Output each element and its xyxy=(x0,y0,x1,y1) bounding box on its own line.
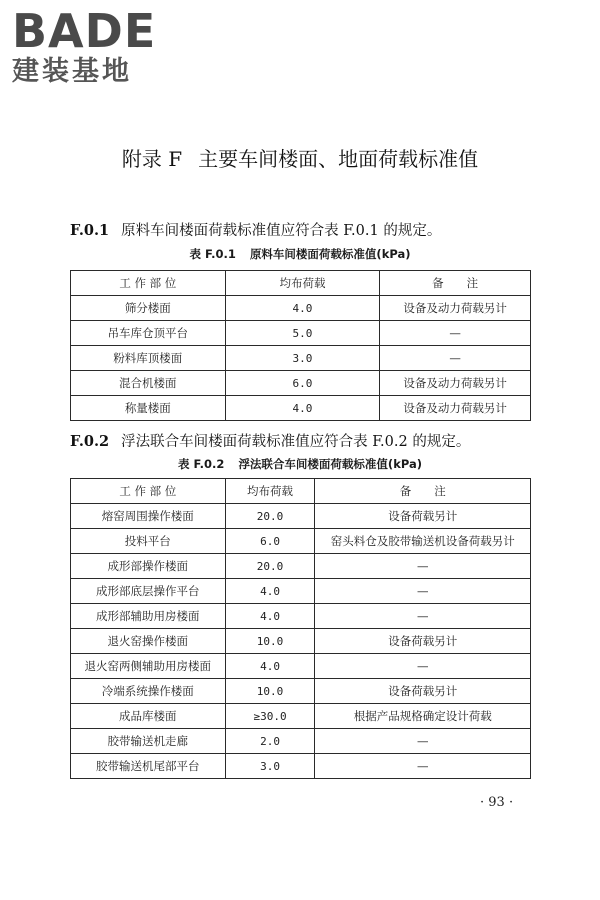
cell-load: 10.0 xyxy=(225,629,315,654)
cell-load: 6.0 xyxy=(225,529,315,554)
cell-location: 称量楼面 xyxy=(71,396,226,421)
cell-note: 设备荷载另计 xyxy=(315,504,531,529)
cell-location: 熔窑周围操作楼面 xyxy=(71,504,226,529)
header-location: 工 作 部 位 xyxy=(71,479,226,504)
table-f01 xyxy=(70,270,531,421)
table-caption-title: 浮法联合车间楼面荷载标准值(kPa) xyxy=(238,457,422,471)
cell-location: 冷端系统操作楼面 xyxy=(71,679,226,704)
cell-note: 设备荷载另计 xyxy=(315,629,531,654)
cell-note: — xyxy=(380,321,531,346)
cell-load: 4.0 xyxy=(225,604,315,629)
cell-location: 胶带输送机走廊 xyxy=(71,729,226,754)
cell-load: 4.0 xyxy=(225,396,380,421)
table-caption-number: 表 F.0.1 xyxy=(189,247,236,261)
cell-note: — xyxy=(315,604,531,629)
cell-note: — xyxy=(315,554,531,579)
table-header-row xyxy=(71,271,531,296)
clause-text: 浮法联合车间楼面荷载标准值应符合表 F.0.2 的规定。 xyxy=(121,434,471,450)
cell-location: 吊车库仓顶平台 xyxy=(71,321,226,346)
page-number: · 93 · xyxy=(480,795,514,810)
clause-text: 原料车间楼面荷载标准值应符合表 F.0.1 的规定。 xyxy=(121,223,442,239)
cell-location: 退火窑两侧辅助用房楼面 xyxy=(71,654,226,679)
cell-location: 退火窑操作楼面 xyxy=(71,629,226,654)
cell-location: 成形部辅助用房楼面 xyxy=(71,604,226,629)
cell-location: 成品库楼面 xyxy=(71,704,226,729)
table-row xyxy=(71,504,531,529)
clause-number: F.0.2 xyxy=(70,433,110,450)
header-load: 均布荷载 xyxy=(225,479,315,504)
table-row xyxy=(71,396,531,421)
clause-f02 xyxy=(70,430,470,451)
cell-note: — xyxy=(315,754,531,779)
table-row xyxy=(71,579,531,604)
table-row xyxy=(71,654,531,679)
clause-number: F.0.1 xyxy=(70,222,110,239)
appendix-title xyxy=(0,143,600,172)
cell-load: 4.0 xyxy=(225,296,380,321)
cell-load: 4.0 xyxy=(225,579,315,604)
table-row xyxy=(71,346,531,371)
logo-word: BADE xyxy=(12,4,157,58)
watermark-logo xyxy=(12,6,156,88)
table-row xyxy=(71,604,531,629)
cell-note: — xyxy=(315,729,531,754)
cell-load: 6.0 xyxy=(225,371,380,396)
appendix-label: 附录 F xyxy=(121,147,183,171)
cell-load: 3.0 xyxy=(225,754,315,779)
table-row xyxy=(71,729,531,754)
table-row xyxy=(71,554,531,579)
cell-load: 4.0 xyxy=(225,654,315,679)
cell-load: ≥30.0 xyxy=(225,704,315,729)
cell-note: 窑头料仓及胶带输送机设备荷载另计 xyxy=(315,529,531,554)
header-note: 备 注 xyxy=(380,271,531,296)
table-row xyxy=(71,296,531,321)
cell-load: 2.0 xyxy=(225,729,315,754)
cell-location: 成形部操作楼面 xyxy=(71,554,226,579)
cell-load: 20.0 xyxy=(225,554,315,579)
table2-caption xyxy=(0,456,600,472)
table-header-row xyxy=(71,479,531,504)
logo-subtitle: 建装基地 xyxy=(12,56,132,87)
cell-note: 设备及动力荷载另计 xyxy=(380,296,531,321)
cell-note: — xyxy=(315,579,531,604)
cell-note: — xyxy=(315,654,531,679)
table-f02 xyxy=(70,478,531,779)
cell-note: — xyxy=(380,346,531,371)
cell-load: 20.0 xyxy=(225,504,315,529)
cell-location: 筛分楼面 xyxy=(71,296,226,321)
table-caption-number: 表 F.0.2 xyxy=(178,457,225,471)
header-location: 工 作 部 位 xyxy=(71,271,226,296)
clause-f01 xyxy=(70,219,441,240)
table-row xyxy=(71,629,531,654)
table-row xyxy=(71,371,531,396)
cell-note: 设备荷载另计 xyxy=(315,679,531,704)
cell-note: 设备及动力荷载另计 xyxy=(380,371,531,396)
table1-caption xyxy=(0,246,600,262)
cell-location: 成形部底层操作平台 xyxy=(71,579,226,604)
table-row xyxy=(71,704,531,729)
table-row xyxy=(71,529,531,554)
table-caption-title: 原料车间楼面荷载标准值(kPa) xyxy=(249,247,411,261)
cell-load: 5.0 xyxy=(225,321,380,346)
cell-location: 投料平台 xyxy=(71,529,226,554)
cell-load: 10.0 xyxy=(225,679,315,704)
cell-note: 设备及动力荷载另计 xyxy=(380,396,531,421)
cell-note: 根据产品规格确定设计荷载 xyxy=(315,704,531,729)
cell-location: 混合机楼面 xyxy=(71,371,226,396)
cell-location: 胶带输送机尾部平台 xyxy=(71,754,226,779)
cell-load: 3.0 xyxy=(225,346,380,371)
table-row xyxy=(71,679,531,704)
header-load: 均布荷载 xyxy=(225,271,380,296)
table-row xyxy=(71,754,531,779)
appendix-heading: 主要车间楼面、地面荷载标准值 xyxy=(198,147,479,171)
table-row xyxy=(71,321,531,346)
header-note: 备 注 xyxy=(315,479,531,504)
cell-location: 粉料库顶楼面 xyxy=(71,346,226,371)
